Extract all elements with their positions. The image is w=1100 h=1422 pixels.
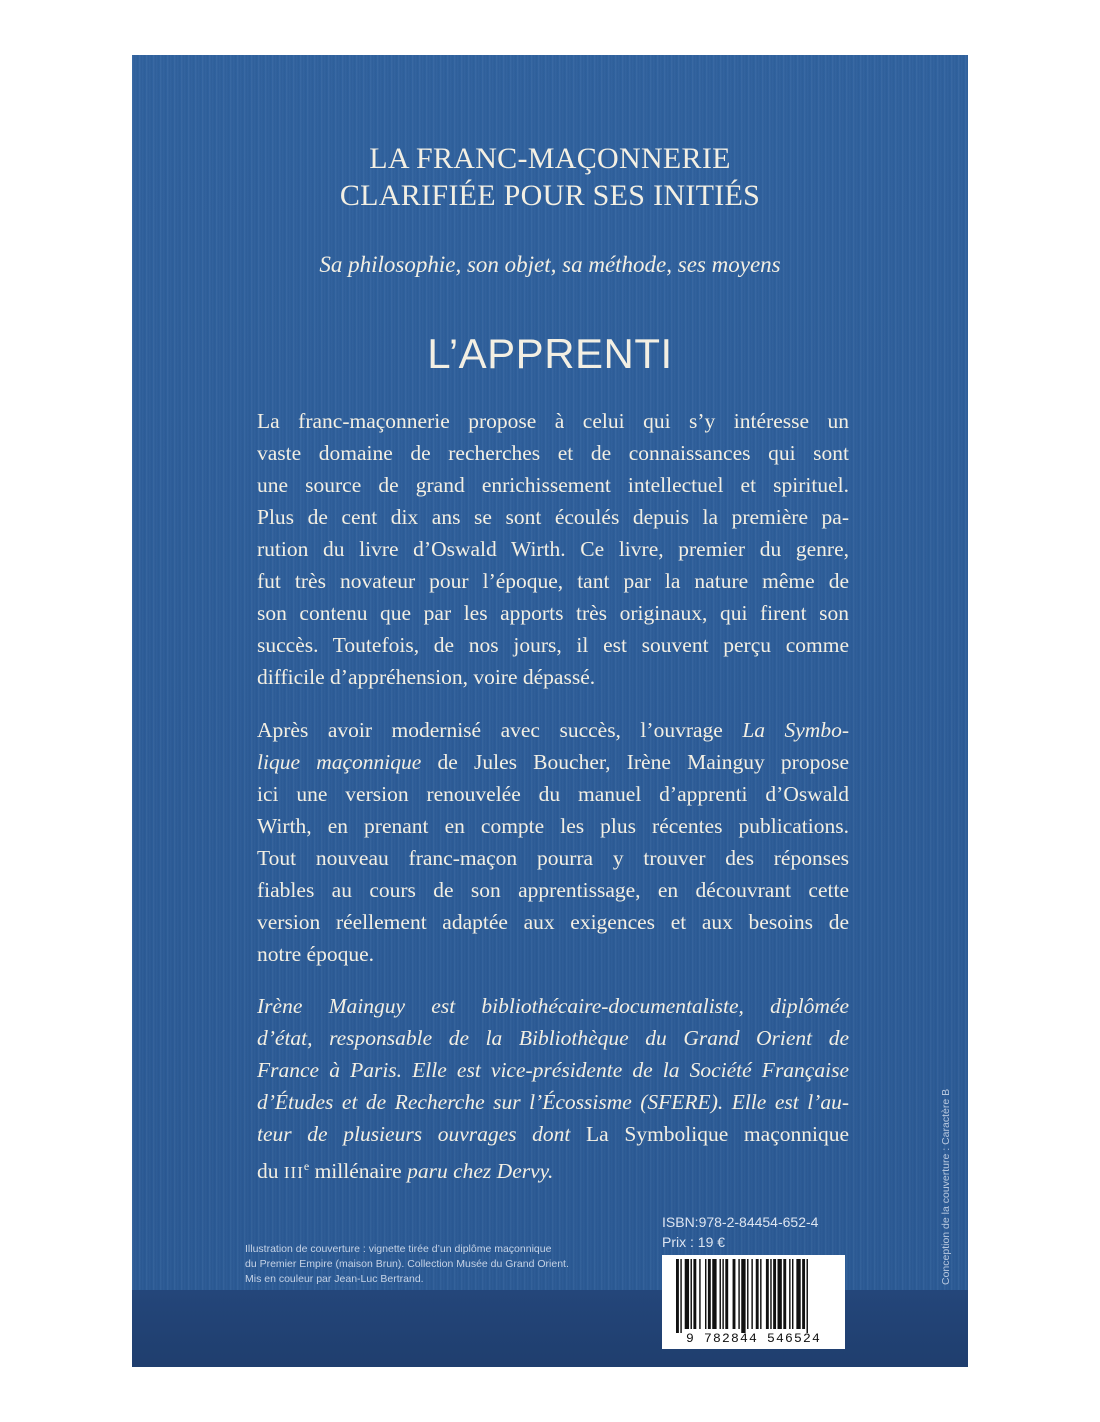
text-line: La franc-maçonnerie propose à celui qui s’y intéresse un (257, 409, 849, 433)
illustration-credit (245, 1242, 605, 1287)
barcode-bar (720, 1259, 721, 1329)
text-line: une source de grand enrichissement intellectuel et spirituel. (257, 473, 849, 497)
upright-book-title: du (257, 1159, 284, 1184)
text-line: Wirth, en prenant en compte les plus récentes publications. (257, 814, 849, 838)
barcode-bar (770, 1259, 771, 1329)
title-line-1: LA FRANC-MAÇONNERIE (369, 142, 731, 175)
price-text: Prix : 19 € (662, 1234, 726, 1250)
text-line: fiables au cours de son apprentissage, en découvrant cette (257, 878, 849, 902)
barcode-bar (756, 1259, 759, 1329)
barcode-bar (760, 1259, 761, 1329)
barcode-bar (705, 1259, 706, 1329)
barcode-bar (751, 1259, 752, 1329)
barcode-bar (738, 1259, 739, 1329)
barcode-bar (725, 1259, 728, 1329)
superscript: e (303, 1159, 310, 1173)
barcode (662, 1255, 845, 1349)
text-line (257, 714, 849, 746)
italic-book-title: lique maçonnique (257, 750, 422, 774)
credit-line: Illustration de couverture : vignette tirée d’un diplôme maçonnique (245, 1243, 552, 1255)
cover-design-credit: Conception de la couverture : Caractère B (940, 1088, 952, 1285)
barcode-bar (802, 1259, 805, 1329)
barcode-bar (766, 1259, 769, 1329)
upright-book-title: La Symbolique maçonnique (586, 1122, 850, 1146)
text-line: rution du livre d’Oswald Wirth. Ce livre, premier du genre, (257, 537, 849, 561)
barcode-bar (733, 1259, 736, 1329)
text-line: version réellement adaptée aux exigences et aux besoins de (257, 910, 849, 934)
barcode-bar (789, 1259, 790, 1329)
book-back-cover (132, 55, 968, 1367)
credit-line: du Premier Empire (maison Brun). Collection Musée du Grand Orient. (245, 1258, 569, 1270)
text-line: ici une version renouvelée du manuel d’apprenti d’Oswald (257, 782, 849, 806)
barcode-bar (747, 1259, 748, 1329)
text-line: Irène Mainguy est bibliothécaire-documentaliste, diplômée (257, 994, 849, 1018)
paragraph-description (257, 714, 849, 970)
text-line: son contenu que par les apports très originaux, qui firent son (257, 601, 849, 625)
barcode-bar (783, 1259, 786, 1329)
barcode-bar (773, 1259, 776, 1329)
text-line (257, 1118, 849, 1150)
barcode-bar (693, 1259, 696, 1329)
text-line (257, 746, 849, 778)
barcode-bar (792, 1259, 793, 1329)
barcode-bar (741, 1259, 745, 1333)
text-line: France à Paris. Elle est vice-présidente de la Société Française (257, 1058, 849, 1082)
barcode-bar (685, 1259, 689, 1329)
barcode-bar (676, 1259, 679, 1333)
barcode-bar (778, 1259, 782, 1329)
isbn-text: ISBN:978-2-84454-652-4 (662, 1214, 819, 1230)
text-line (257, 1150, 849, 1182)
text-fragment: paru chez Dervy. (401, 1159, 554, 1184)
barcode-bar (712, 1259, 716, 1329)
text-line: vaste domaine de recherches et de connaissances qui sont (257, 441, 849, 465)
paragraph-author-bio (257, 990, 849, 1182)
barcode-number: 9 782844 546524 (685, 1331, 822, 1346)
text-line: Tout nouveau franc-maçon pourra y trouver des réponses (257, 846, 849, 870)
text-fragment: teur de plusieurs ouvrages dont (257, 1122, 587, 1146)
text-line: Plus de cent dix ans se sont écoulés depuis la première pa- (257, 505, 849, 529)
text-line: notre époque. (257, 942, 375, 966)
barcode-bar (807, 1259, 808, 1333)
subtitle: Sa philosophie, son objet, sa méthode, ses moyens (319, 252, 781, 277)
title-line-2: CLARIFIÉE POUR SES INITIÉS (339, 179, 761, 212)
barcode-bar (722, 1259, 723, 1329)
text-fragment: Après avoir modernisé avec succès, l’ouvrage (257, 718, 743, 742)
text-line: fut très novateur pour l’époque, tant par la nature même de (257, 569, 849, 593)
text-line: difficile d’appréhension, voire dépassé. (257, 665, 596, 689)
paragraph-intro (257, 405, 849, 693)
italic-book-title: La Symbo- (742, 718, 849, 742)
barcode-bar (796, 1259, 800, 1329)
text-line: d’Études et de Recherche sur l’Écossisme (SFERE). Elle est l’au- (257, 1090, 849, 1114)
barcode-bar (691, 1259, 692, 1329)
text-fragment: de Jules Boucher, Irène Mainguy propose (421, 750, 849, 774)
text-line: d’état, responsable de la Bibliothèque du Grand Orient de (257, 1026, 849, 1050)
upright-book-title: millénaire (309, 1159, 402, 1184)
text-line: succès. Toutefois, de nos jours, il est souvent perçu comme (257, 633, 849, 657)
barcode-bar (708, 1259, 711, 1329)
barcode-bar (680, 1259, 681, 1333)
barcode-bars (662, 1255, 845, 1333)
credit-line: Mis en couleur par Jean-Luc Bertrand. (245, 1273, 424, 1285)
isbn-price-block (662, 1212, 852, 1252)
barcode-bar (699, 1259, 700, 1329)
book-title: L’APPRENTI (427, 330, 673, 377)
roman-numeral: III (283, 1163, 304, 1183)
